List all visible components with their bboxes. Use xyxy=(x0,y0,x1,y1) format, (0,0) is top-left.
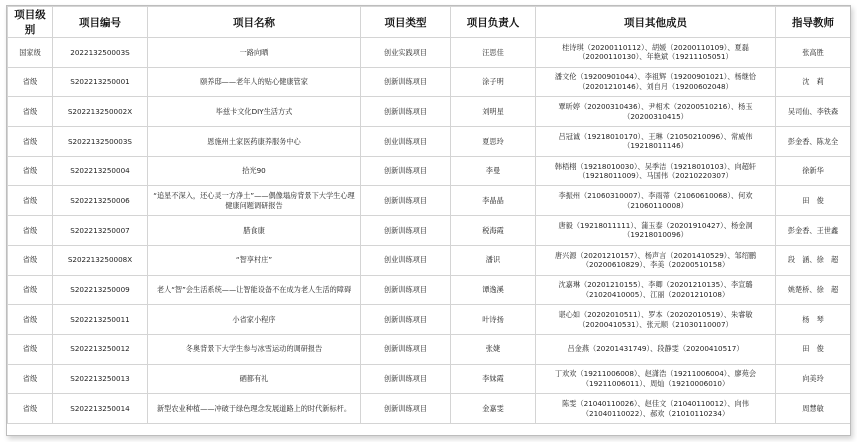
project-name-cell: 冬奥背景下大学生参与冰雪运动的调研报告 xyxy=(148,334,361,364)
project-level-cell: 省级 xyxy=(8,364,53,394)
project-number-cell: S202213250001 xyxy=(53,67,148,97)
advisor-cell: 彭金香、陈龙全 xyxy=(776,127,851,157)
project-name-cell: “智享村庄” xyxy=(148,245,361,275)
project-members-cell: 李振州（21060310007）、李雨蒂（21060610068）、何欢（21060110008） xyxy=(536,186,776,216)
table-row xyxy=(8,127,851,157)
project-type-cell: 创业训练项目 xyxy=(361,127,451,157)
project-type-cell: 创新训练项目 xyxy=(361,216,451,246)
project-type-cell: 创业实践项目 xyxy=(361,38,451,68)
project-number-cell: S202213250011 xyxy=(53,305,148,335)
project-level-cell: 省级 xyxy=(8,186,53,216)
project-type-cell: 创新训练项目 xyxy=(361,186,451,216)
project-type-cell: 创新训练项目 xyxy=(361,275,451,305)
project-name-cell: 老人“智”会生活系统——让智能设备不在成为老人生活的障碍 xyxy=(148,275,361,305)
project-number-cell: 202213250003S xyxy=(53,38,148,68)
header-project-leader: 项目负责人 xyxy=(451,7,536,38)
project-number-cell: S202213250012 xyxy=(53,334,148,364)
advisor-cell: 徐新华 xyxy=(776,156,851,186)
project-number-cell: S202213250014 xyxy=(53,394,148,424)
advisor-cell: 吴司仙、李铁森 xyxy=(776,97,851,127)
project-members-cell: 韩梧栩（19218010030）、吴季洁（19218010103）、向超轩（19218011009）、马国伟（20210220307） xyxy=(536,156,776,186)
project-table xyxy=(7,6,851,424)
project-level-cell: 省级 xyxy=(8,67,53,97)
project-level-cell: 省级 xyxy=(8,156,53,186)
project-leader-cell: 夏思玲 xyxy=(451,127,536,157)
project-name-cell: 一路向晒 xyxy=(148,38,361,68)
header-other-members: 项目其他成员 xyxy=(536,7,776,38)
table-row xyxy=(8,216,851,246)
advisor-cell: 田 俊 xyxy=(776,186,851,216)
header-row xyxy=(8,7,851,38)
project-members-cell: 丁欢欢（19211006008）、赵潇浩（19211006004）、廖苑会（19211006011）、周灿（19210006010） xyxy=(536,364,776,394)
header-project-level: 项目级别 xyxy=(8,7,53,38)
header-project-type: 项目类型 xyxy=(361,7,451,38)
project-members-cell: 唐毅（19218011111）、蒲玉泰（20201910427）、杨金洞（19218010096） xyxy=(536,216,776,246)
project-type-cell: 创业训练项目 xyxy=(361,245,451,275)
project-members-cell: 唐兴源（20201210157）、杨声言（20201410529）、邹绍鹏（20200610829）、李美（20200510158） xyxy=(536,245,776,275)
project-type-cell: 创新训练项目 xyxy=(361,305,451,335)
header-project-number: 项目编号 xyxy=(53,7,148,38)
project-leader-cell: 金嘉雯 xyxy=(451,394,536,424)
project-name-cell: 硒都有礼 xyxy=(148,364,361,394)
table-row xyxy=(8,156,851,186)
project-members-cell: 吕金燕（20201431749）、段静雯（20200410517） xyxy=(536,334,776,364)
advisor-cell: 段 涵、徐 超 xyxy=(776,245,851,275)
project-name-cell: 恩施州土家医药康养服务中心 xyxy=(148,127,361,157)
project-leader-cell: 税海霞 xyxy=(451,216,536,246)
project-number-cell: S202213250006 xyxy=(53,186,148,216)
header-project-name: 项目名称 xyxy=(148,7,361,38)
project-type-cell: 创新训练项目 xyxy=(361,364,451,394)
project-members-cell: 沈嘉琳（20201210155）、李卿（20201210135）、李宣璐（21020410005）、江丽（20201210108） xyxy=(536,275,776,305)
advisor-cell: 姚楚桥、徐 超 xyxy=(776,275,851,305)
project-level-cell: 省级 xyxy=(8,394,53,424)
project-members-cell: 吕冠诚（19218010170）、王琳（21050210096）、常威伟（19218011146） xyxy=(536,127,776,157)
project-type-cell: 创新训练项目 xyxy=(361,97,451,127)
project-leader-cell: 李晶晶 xyxy=(451,186,536,216)
project-level-cell: 省级 xyxy=(8,216,53,246)
project-level-cell: 省级 xyxy=(8,305,53,335)
project-number-cell: S202213250013 xyxy=(53,364,148,394)
project-name-cell: 毕兹卡文化DIY生活方式 xyxy=(148,97,361,127)
project-leader-cell: 潘识 xyxy=(451,245,536,275)
project-number-cell: S202213250008X xyxy=(53,245,148,275)
project-leader-cell: 张婕 xyxy=(451,334,536,364)
table-row xyxy=(8,275,851,305)
advisor-cell: 向美玲 xyxy=(776,364,851,394)
table-body xyxy=(8,38,851,424)
project-number-cell: S202213250003S xyxy=(53,127,148,157)
table-row xyxy=(8,334,851,364)
project-level-cell: 省级 xyxy=(8,97,53,127)
advisor-cell: 沈 莉 xyxy=(776,67,851,97)
project-level-cell: 国家级 xyxy=(8,38,53,68)
project-type-cell: 创新训练项目 xyxy=(361,156,451,186)
advisor-cell: 田 俊 xyxy=(776,334,851,364)
advisor-cell: 杨 琴 xyxy=(776,305,851,335)
table-row xyxy=(8,394,851,424)
table-row xyxy=(8,38,851,68)
project-leader-cell: 刘明星 xyxy=(451,97,536,127)
project-level-cell: 省级 xyxy=(8,127,53,157)
project-number-cell: S202213250007 xyxy=(53,216,148,246)
project-leader-cell: 谭逸溪 xyxy=(451,275,536,305)
project-members-cell: 陈雯（21040110026）、赵佳文（21040110012）、向伟（21040110022）、郝欢（21010110234） xyxy=(536,394,776,424)
project-name-cell: “追星不深入，还心灵一方净土”——偶像塌房背景下大学生心理健康问题调研报告 xyxy=(148,186,361,216)
project-members-cell: 潘文伦（19200901044）、李祖辉（19200901021）、杨继恰（20201210146）、刘自月（19200602048） xyxy=(536,67,776,97)
project-members-cell: 覃昕婷（20200310436）、尹相术（20200510216）、杨玉（20200310415） xyxy=(536,97,776,127)
project-members-cell: 桂诗琪（20200110112）、胡媛（20200110109）、夏磊（20200110130）、年艳斌（19211105051） xyxy=(536,38,776,68)
project-name-cell: 拾光90 xyxy=(148,156,361,186)
project-name-cell: 腊食康 xyxy=(148,216,361,246)
project-number-cell: S202213250002X xyxy=(53,97,148,127)
advisor-cell: 张高胜 xyxy=(776,38,851,68)
project-number-cell: S202213250004 xyxy=(53,156,148,186)
project-level-cell: 省级 xyxy=(8,245,53,275)
table-row xyxy=(8,97,851,127)
project-level-cell: 省级 xyxy=(8,275,53,305)
project-number-cell: S202213250009 xyxy=(53,275,148,305)
table-row xyxy=(8,305,851,335)
table-row xyxy=(8,67,851,97)
project-leader-cell: 李妹霞 xyxy=(451,364,536,394)
header-advisor: 指导教师 xyxy=(776,7,851,38)
project-type-cell: 创新训练项目 xyxy=(361,334,451,364)
advisor-cell: 周慧敏 xyxy=(776,394,851,424)
table-row xyxy=(8,245,851,275)
table-row xyxy=(8,186,851,216)
project-name-cell: 颐养邸——老年人的贴心健康管家 xyxy=(148,67,361,97)
project-leader-cell: 涂子明 xyxy=(451,67,536,97)
table-header xyxy=(8,7,851,38)
project-type-cell: 创新训练项目 xyxy=(361,394,451,424)
project-members-cell: 谌心如（20202010511）、罗本（20202010519）、朱睿敏（20200410531）、张元顺（21030110007） xyxy=(536,305,776,335)
project-leader-cell: 叶诗扬 xyxy=(451,305,536,335)
project-table-sheet xyxy=(6,5,851,436)
project-leader-cell: 汪思佳 xyxy=(451,38,536,68)
table-row xyxy=(8,364,851,394)
project-type-cell: 创新训练项目 xyxy=(361,67,451,97)
project-level-cell: 省级 xyxy=(8,334,53,364)
project-name-cell: 小省家小程序 xyxy=(148,305,361,335)
project-name-cell: 新型农业种植——冲破于绿色理念发展道路上的时代新标杆。 xyxy=(148,394,361,424)
advisor-cell: 彭金香、王世鑫 xyxy=(776,216,851,246)
project-leader-cell: 李曼 xyxy=(451,156,536,186)
